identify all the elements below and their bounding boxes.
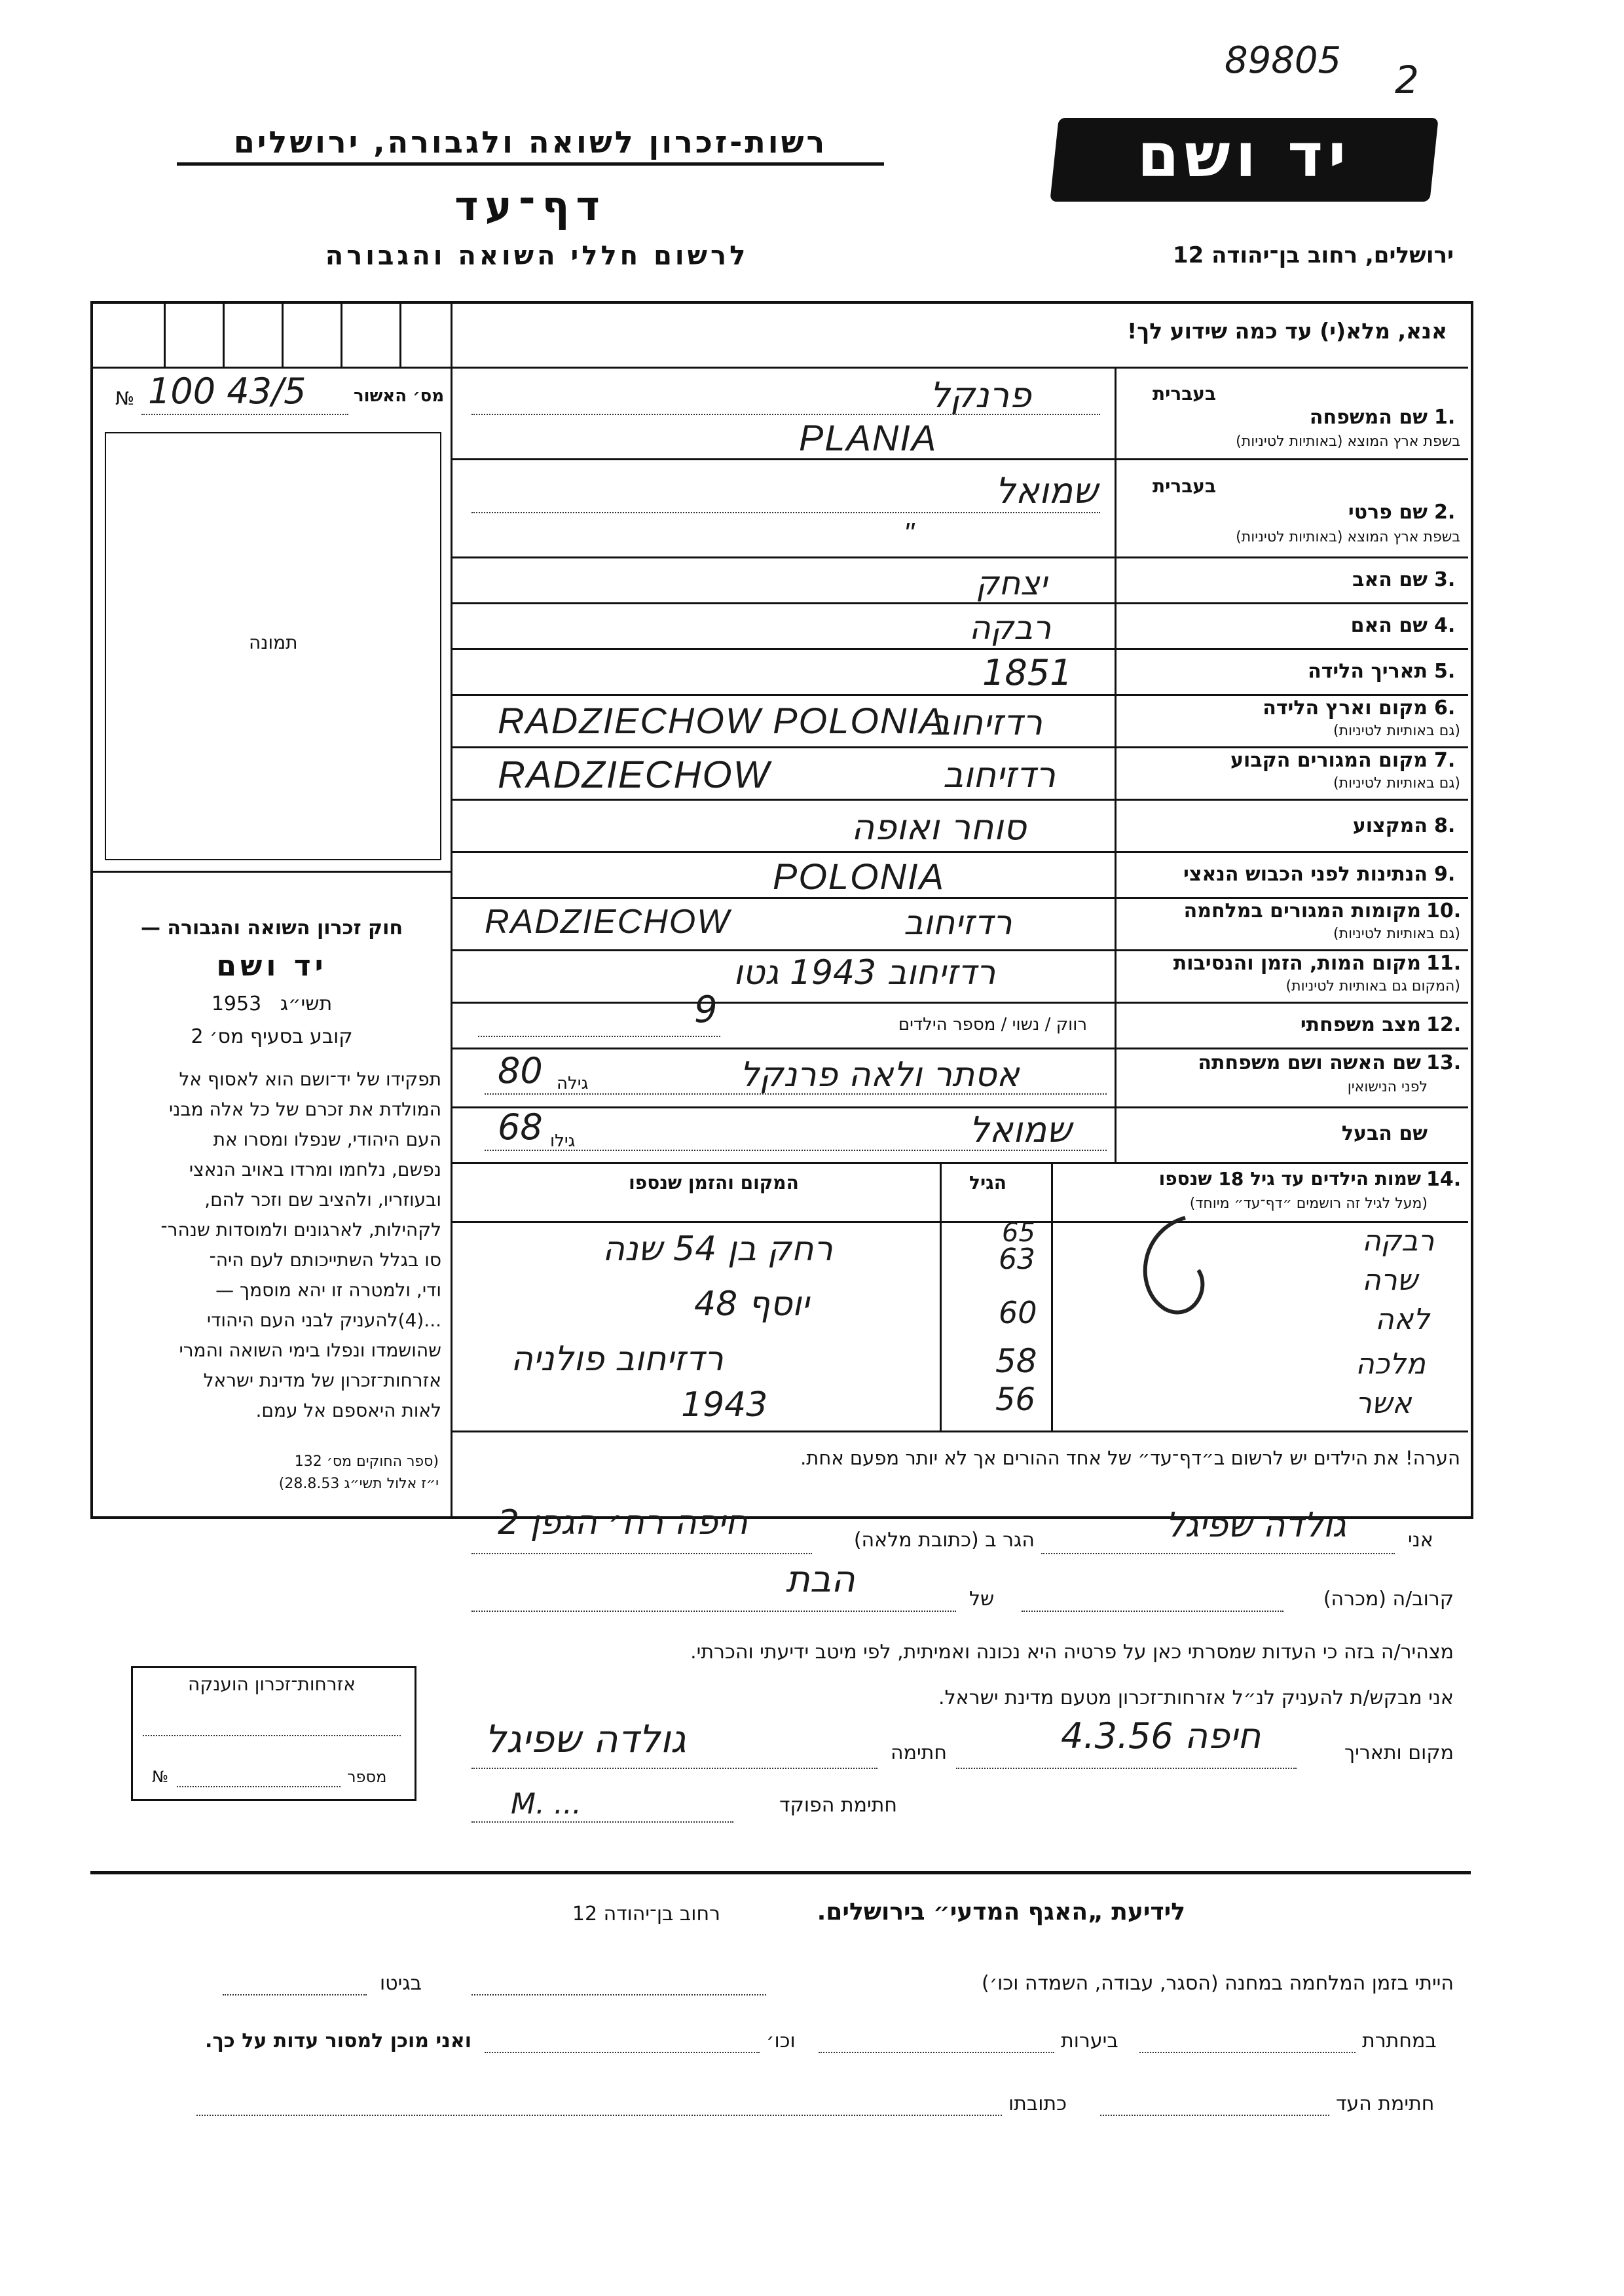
label-column-divider	[1115, 367, 1116, 1162]
officer-signature-value[interactable]: M. ...	[511, 1787, 581, 1821]
field-4-value[interactable]: רבקה	[969, 609, 1052, 647]
law-line: ובעוזריו, ולהציב שם וזכר להם,	[204, 1189, 441, 1211]
law-year-row	[98, 993, 445, 1015]
law-line: שהושמדו ונפלו בימי השואה והמרי	[179, 1339, 441, 1361]
field-12-children-count[interactable]: 9	[694, 989, 718, 1031]
child-name[interactable]: אשר	[1356, 1387, 1412, 1420]
field-1-num: 1.	[1434, 406, 1456, 429]
field-11-hint: (המקום גם באותיות לטיניות)	[1285, 978, 1460, 994]
field-1-value-latin[interactable]: PLANIA	[799, 417, 938, 458]
form-subtitle: לרשום חללי השואה והגבורה	[325, 241, 749, 271]
child-age[interactable]: 56	[995, 1381, 1036, 1418]
photo-label: תמונה	[249, 632, 298, 653]
decl-signature-value[interactable]: גולדה שפיגל	[485, 1717, 686, 1761]
citizenship-number-sign: №	[152, 1768, 168, 1786]
footer-witness-signature-label: חתימת העד	[1336, 2092, 1435, 2115]
field-7-num: 7.	[1434, 749, 1456, 772]
child-name[interactable]: מלכה	[1356, 1347, 1426, 1381]
decl-i-label: אני	[1408, 1529, 1433, 1552]
field-13-age-value[interactable]: 80	[498, 1050, 543, 1091]
child-place[interactable]: רדזיחוב פולניה	[511, 1339, 724, 1379]
child-age[interactable]: 58	[995, 1342, 1037, 1380]
approval-label: מס׳ האשור	[354, 386, 445, 406]
field-6-value-heb[interactable]: רדזיחוב	[930, 702, 1043, 743]
field-13-num: 13.	[1426, 1051, 1462, 1074]
field-8-label: המקצוע	[1352, 814, 1428, 837]
top-corner-number: 2	[1395, 58, 1419, 102]
child-name[interactable]: שרה	[1362, 1264, 1418, 1297]
field-10-num: 10.	[1426, 900, 1462, 922]
field-10-hint: (גם באותיות לטיניות)	[1333, 926, 1460, 942]
footer-etc-label: וכו׳	[766, 2030, 796, 2052]
law-title: חוק זכרון השואה והגבורה —	[140, 917, 403, 939]
decl-resident-value[interactable]: חיפה רח׳ הגפן 2	[498, 1503, 748, 1542]
law-source-2: י״ז אלול תשי״ג 28.8.53)	[278, 1476, 439, 1492]
husband-age-label: גילו	[550, 1131, 576, 1151]
child-place[interactable]: יוסף 48	[694, 1285, 809, 1324]
law-source-1: (ספר החוקים מס׳ 132	[294, 1453, 439, 1470]
left-panel-divider	[451, 301, 452, 1516]
child-place[interactable]: רחק בן 54 שנה	[602, 1230, 833, 1269]
citizenship-number-label: מספר	[347, 1768, 387, 1786]
footer-ghetto-label: בגיטו	[380, 1972, 422, 1995]
field-2-tag: בעברית	[1153, 475, 1217, 497]
footer-forests-label: ביערות	[1061, 2030, 1118, 2052]
law-name: יד ושם	[216, 949, 327, 983]
field-7-label: מקום המגורים הקבוע	[1230, 749, 1428, 772]
field-9-value[interactable]: POLONIA	[773, 856, 945, 897]
law-line: ודי, ולמטרה זו יהא מוסמך —	[215, 1279, 441, 1301]
field-1-tag: בעברית	[1153, 383, 1217, 405]
field-2-label: שם פרטי	[1348, 501, 1428, 524]
decl-i-value[interactable]: גולדה שפיגל	[1166, 1506, 1346, 1545]
field-11-num: 11.	[1426, 952, 1462, 975]
field-1-value-heb[interactable]: פרנקל	[930, 374, 1031, 416]
child-place[interactable]: 1943	[681, 1385, 768, 1425]
footer-address-label: כתובתו	[1008, 2092, 1067, 2115]
field-1-hint: בשפת ארץ המוצא (באותיות לטיניות)	[1236, 433, 1460, 450]
field-4-num: 4.	[1434, 614, 1456, 637]
logo-text: יד ושם	[1137, 120, 1352, 191]
children-note: (מעל לגיל זה רושמים ״דף־עד״ מיוחד)	[1189, 1195, 1428, 1212]
field-3-num: 3.	[1434, 568, 1456, 591]
law-year: 1953	[211, 993, 262, 1015]
field-13-age-label: גילה	[557, 1074, 589, 1093]
field-2-value-latin[interactable]: "	[904, 517, 915, 549]
remark: הערה! את הילדים יש לרשום ב״דף־עד״ של אחד ההורים אך לא יותר מפעם אחת.	[800, 1447, 1460, 1469]
decl-signature-label: חתימה	[891, 1741, 948, 1764]
field-10-value-heb[interactable]: רדזיחוב	[904, 903, 1012, 943]
footer-address: רחוב בן־יהודה 12	[572, 1903, 720, 1925]
law-line: העם היהודי, שנפלו ומסרו את	[213, 1129, 441, 1150]
citizenship-title: אזרחות־זכרון הוענקה	[188, 1673, 356, 1695]
field-2-value-heb[interactable]: שמואל	[995, 470, 1098, 511]
field-6-hint: (גם באותיות לטיניות)	[1333, 723, 1460, 739]
decl-statement: מצהיר/ה בזה כי העדות שמסרתי כאן על פרטיה היא נכונה ואמיתית, לפי מיטב ידיעתי והכרתי.	[690, 1641, 1454, 1664]
child-name[interactable]: לאה	[1375, 1303, 1430, 1336]
field-12-options[interactable]: רווק / נשוי / מספר הילדים	[898, 1015, 1087, 1034]
field-7-value-heb[interactable]: רדזיחוב	[943, 754, 1056, 795]
footer-divider	[90, 1871, 1471, 1874]
field-12-num: 12.	[1426, 1013, 1462, 1036]
law-line: המולדת את זכרם של כל אלה מבני	[168, 1099, 441, 1120]
husband-age-value[interactable]: 68	[498, 1106, 543, 1148]
decl-of-value[interactable]: הבת	[786, 1558, 855, 1601]
field-5-value[interactable]: 1851	[982, 652, 1073, 693]
approval-value[interactable]: 100 43/5	[148, 371, 306, 412]
children-col-place: המקום והזמן שנספו	[629, 1172, 799, 1194]
child-name[interactable]: רבקה	[1362, 1224, 1435, 1258]
field-5-label: תאריך הלידה	[1308, 660, 1428, 683]
field-6-num: 6.	[1434, 697, 1456, 720]
footer-underground-label: במחתרת	[1362, 2030, 1437, 2052]
husband-label: שם הבעל	[1341, 1122, 1428, 1145]
field-13-label: שם האשה ושם משפחתה	[1198, 1051, 1421, 1074]
field-7-hint: (גם באותיות לטיניות)	[1333, 775, 1460, 792]
husband-value[interactable]: שמואל	[969, 1109, 1072, 1150]
field-9-num: 9.	[1434, 863, 1456, 886]
decl-of-label: של	[969, 1588, 995, 1611]
top-handwritten-number: 89805	[1225, 39, 1342, 82]
field-9-label: הנתינות לפני הכבוש הנאצי	[1183, 863, 1428, 886]
handwritten-mark	[1113, 1211, 1244, 1342]
field-2-num: 2.	[1434, 501, 1456, 524]
law-line: ...(4)להעניק לבני העם היהודי	[206, 1309, 441, 1331]
law-year-heb: תשי״ג	[280, 993, 333, 1015]
field-3-value[interactable]: יצחק	[976, 564, 1047, 602]
law-body	[98, 1065, 441, 1426]
law-line: סו בגלל השתייכותם לעם היה־	[209, 1249, 441, 1271]
intro-text: אנא, מלא(י) עד כמה שידוע לך!	[1127, 318, 1447, 344]
decl-place-date-label: מקום ותאריך	[1344, 1741, 1454, 1764]
decl-place-date-value[interactable]: חיפה 4.3.56	[1061, 1715, 1261, 1757]
footer-line1: הייתי בזמן המלחמה במחנה (הסגר, עבודה, השמדה וכו׳)	[981, 1972, 1454, 1995]
field-6-value-latin[interactable]: RADZIECHOW POLONIA	[498, 700, 946, 741]
field-12-label: מצב משפחתי	[1300, 1013, 1421, 1036]
field-10-label: מקומות המגורים במלחמה	[1183, 900, 1421, 922]
field-5-num: 5.	[1434, 660, 1456, 683]
field-6-label: מקום וארץ הלידה	[1263, 697, 1428, 720]
field-13-value[interactable]: אסתר ולאה פרנקל	[740, 1055, 1020, 1095]
law-line: נפשם, נלחמו ומרדו באויב הנאצי	[189, 1159, 441, 1180]
child-age[interactable]: 65	[1002, 1218, 1035, 1248]
decl-relative-label: קרוב/ה (מכרה)	[1323, 1588, 1454, 1611]
footer-testimony-text: ואני מוכן למסור עדות על כך.	[205, 2030, 471, 2052]
header-address: ירושלים, רחוב בן־יהודה 12	[1172, 242, 1454, 268]
field-2-hint: בשפת ארץ המוצא (באותיות לטיניות)	[1236, 529, 1460, 545]
children-col-age: הגיל	[969, 1172, 1006, 1194]
intro-row-bottom	[451, 367, 1468, 369]
field-11-value[interactable]: רדזיחוב 1943 גטו	[733, 953, 996, 993]
field-4-label: שם האם	[1350, 614, 1428, 637]
footer-title: לידיעת „האגף המדעי״ בירושלים.	[817, 1899, 1185, 1925]
decl-request: אני מבקש/ת להעניק לנ״ל אזרחות־זכרון מטעם מדינת ישראל.	[938, 1686, 1454, 1709]
field-7-value-latin[interactable]: RADZIECHOW	[498, 754, 771, 796]
law-line: לקהילות, לארגונים ולמוסדות שנהר־	[160, 1219, 441, 1241]
law-clause: קובע בסעיף מס׳ 2	[191, 1025, 353, 1048]
field-1-label: שם המשפחה	[1309, 406, 1428, 429]
law-line: תפקידו של יד־ושם הוא לאסוף אל	[179, 1068, 441, 1090]
org-title: רשות-זכרון לשואה ולגבורה, ירושלים	[177, 124, 884, 166]
child-age[interactable]: 63	[999, 1243, 1035, 1276]
approval-number-sign: №	[115, 388, 135, 409]
field-10-value-latin[interactable]: RADZIECHOW	[485, 903, 731, 941]
form-title: דף־עד	[454, 182, 606, 230]
field-8-num: 8.	[1434, 814, 1456, 837]
officer-signature-label: חתימת הפוקד	[779, 1794, 897, 1817]
law-line: לאות היאספם אל עמם.	[255, 1400, 441, 1421]
field-8-value[interactable]: סוחר ואופה	[851, 807, 1027, 848]
field-3-label: שם האב	[1352, 568, 1428, 591]
field-13-hint: לפני הנישואין	[1347, 1079, 1428, 1095]
field-11-label: מקום המות, הזמן והנסיבות	[1173, 952, 1421, 975]
decl-resident-label: הגר ב (כתובת מלאה)	[853, 1529, 1035, 1552]
child-age[interactable]: 60	[999, 1295, 1037, 1330]
law-line: אזרחות־זכרון של מדינת ישראל	[203, 1370, 441, 1391]
children-num: 14.	[1426, 1168, 1462, 1191]
children-title: שמות הילדים עד גיל 18 שנספו	[1158, 1168, 1421, 1190]
